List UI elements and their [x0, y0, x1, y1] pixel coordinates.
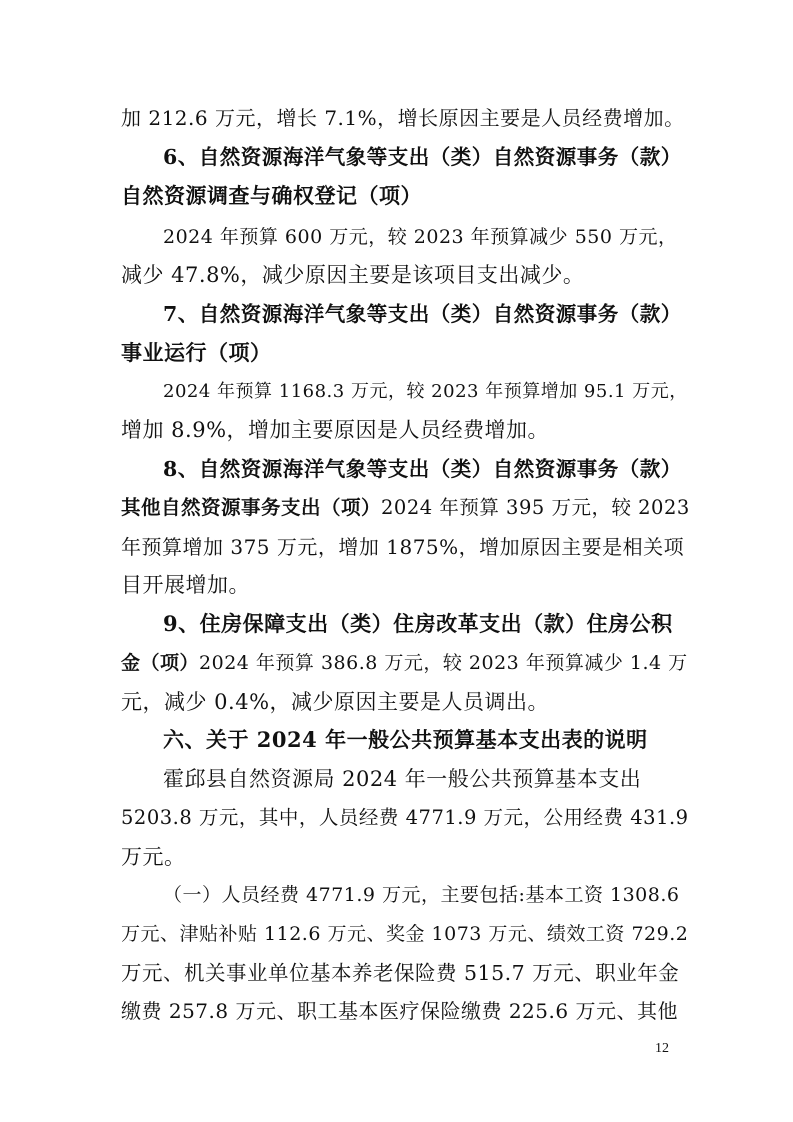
text-line: 年预算增加 375 万元，增加 1875%，增加原因主要是相关项 — [121, 535, 685, 559]
text-line: 霍邱县自然资源局 2024 年一般公共预算基本支出 — [163, 767, 642, 791]
text-run: 2024 年预算 386.8 万元，较 2023 年预算减少 1.4 万 — [199, 652, 688, 674]
section-heading: 8、自然资源海洋气象等支出（类）自然资源事务（款） — [163, 457, 682, 481]
text-line: 万元、津贴补贴 112.6 万元、奖金 1073 万元、绩效工资 729.2 — [121, 923, 689, 945]
section-heading: 9、住房保障支出（类）住房改革支出（款）住房公积 — [163, 611, 673, 636]
text-line: 减少 47.8%，减少原因主要是该项目支出减少。 — [121, 263, 585, 287]
section-heading: 事业运行（项） — [121, 340, 272, 365]
text-line — [121, 648, 688, 678]
text-line: 目开展增加。 — [121, 573, 250, 597]
text-line: 万元。 — [121, 845, 186, 869]
text-line: 加 212.6 万元，增长 7.1%，增长原因主要是人员经费增加。 — [121, 106, 685, 130]
text-line: 万元、机关事业单位基本养老保险费 515.7 万元、职业年金 — [121, 961, 680, 985]
text-line: 2024 年预算 600 万元，较 2023 年预算减少 550 万元， — [163, 226, 678, 248]
text-line: 增加 8.9%，增加主要原因是人员经费增加。 — [121, 418, 550, 442]
text-line: 5203.8 万元，其中，人员经费 4771.9 万元，公用经费 431.9 — [121, 806, 689, 829]
section-heading: 自然资源调查与确权登记（项） — [121, 183, 422, 208]
text-line: 元，减少 0.4%，减少原因主要是人员调出。 — [121, 690, 550, 714]
text-run: 2024 年预算 395 万元，较 2023 — [381, 496, 690, 519]
section-heading: 6、自然资源海洋气象等支出（类）自然资源事务（款） — [163, 145, 682, 169]
section-heading: 金（项） — [121, 652, 200, 674]
section-heading: 其他自然资源事务支出（项） — [121, 496, 382, 519]
section-heading: 7、自然资源海洋气象等支出（类）自然资源事务（款） — [163, 302, 682, 326]
text-line — [121, 493, 690, 523]
text-line: 2024 年预算 1168.3 万元，较 2023 年预算增加 95.1 万元， — [163, 381, 688, 402]
text-line: 缴费 257.8 万元、职工基本医疗保险缴费 225.6 万元、其他 — [121, 999, 678, 1023]
text-line: （一）人员经费 4771.9 万元，主要包括:基本工资 1308.6 — [163, 884, 680, 906]
page-number: 12 — [655, 1041, 669, 1056]
section-heading: 六、关于 2024 年一般公共预算基本支出表的说明 — [163, 727, 648, 752]
